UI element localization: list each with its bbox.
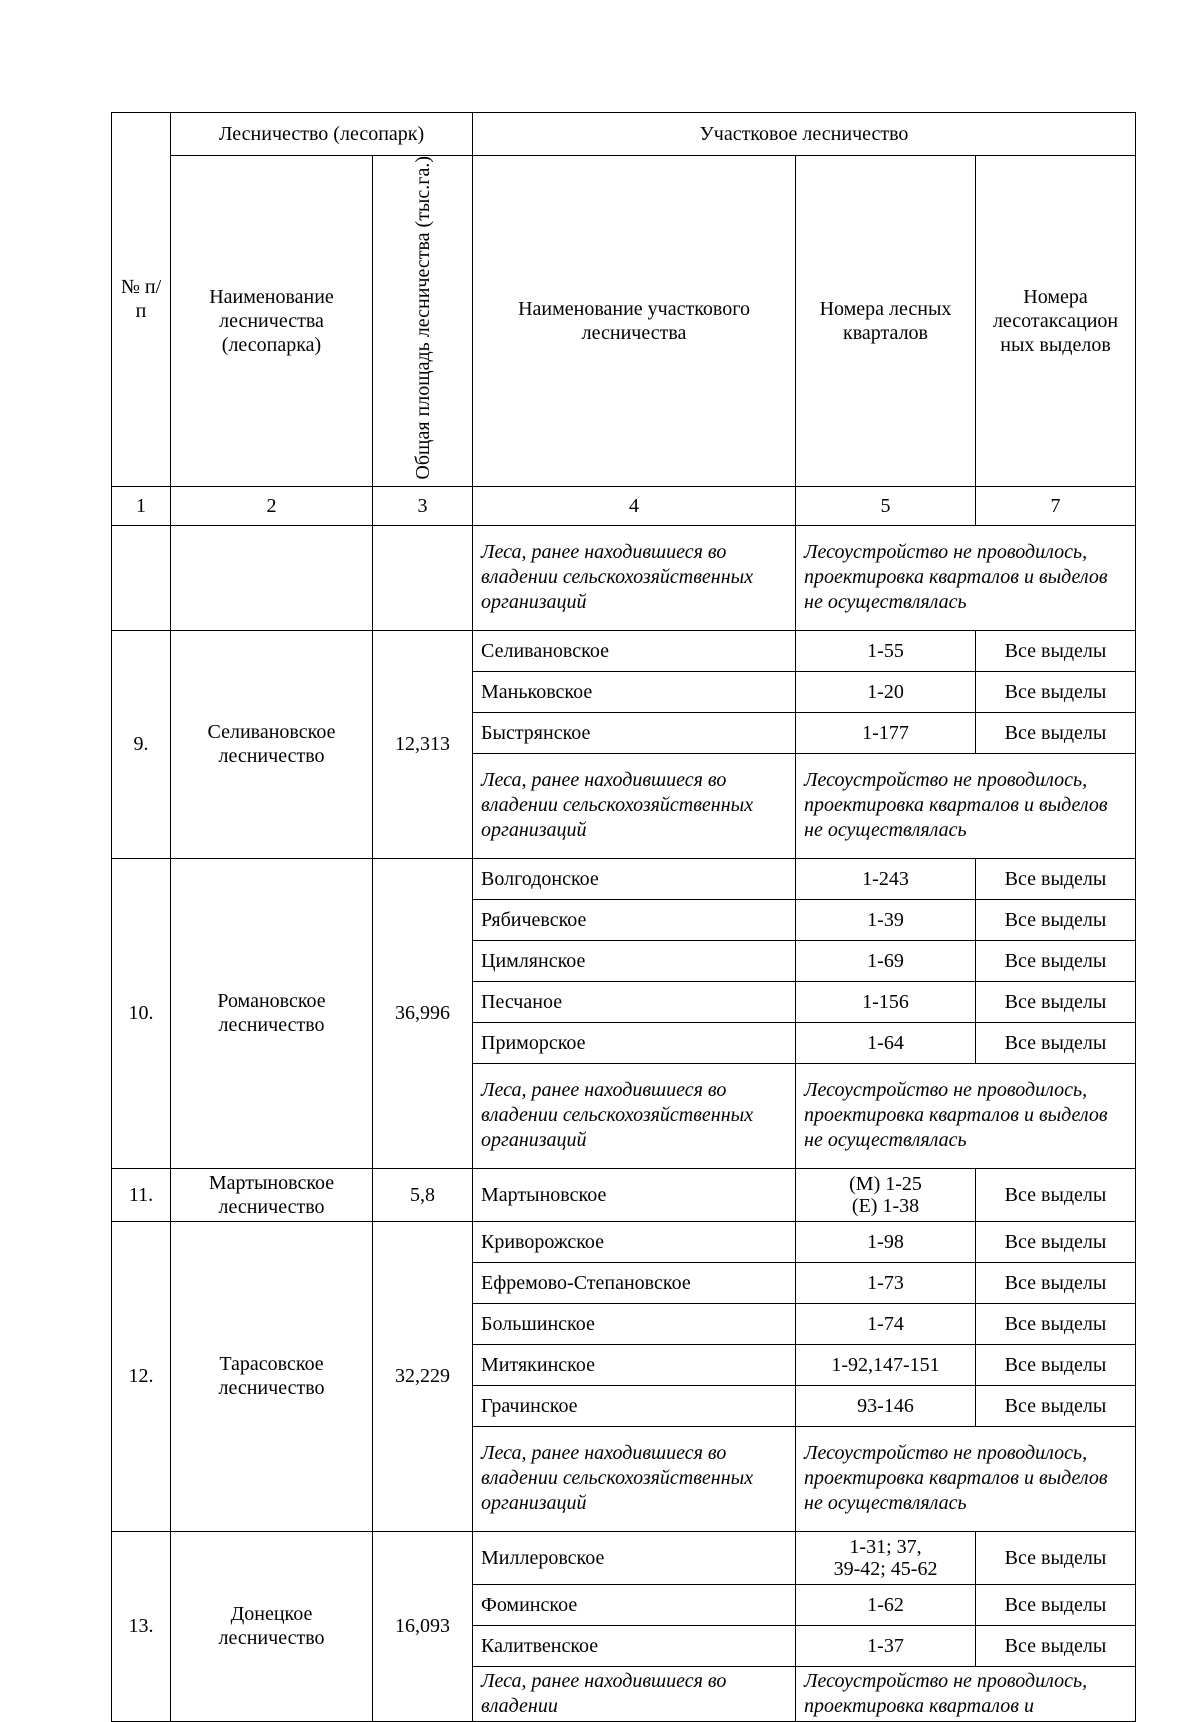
allotment-numbers: Все выделы (976, 1022, 1136, 1063)
district-row (112, 630, 1136, 671)
header-area: Общая площадь лесничества (тыс.га.) (373, 156, 473, 487)
allotment-numbers: Все выделы (976, 1303, 1136, 1344)
forestry-name: Селивановское лесничество (171, 630, 373, 858)
forestry-name: Донецкое лесничество (171, 1531, 373, 1721)
forestry-name: Тарасовское лесничество (171, 1221, 373, 1531)
quarter-numbers: 1-62 (796, 1584, 976, 1625)
forestry-area: 12,313 (373, 630, 473, 858)
col-number: 2 (171, 486, 373, 525)
allotment-numbers: Все выделы (976, 1344, 1136, 1385)
allotment-numbers: Все выделы (976, 1625, 1136, 1666)
allotment-numbers: Все выделы (976, 1385, 1136, 1426)
district-name: Калитвенское (473, 1625, 796, 1666)
no-inventory-cell: Лесоустройство не проводилось, проектировка кварталов и выделов не осуществлялась (796, 753, 1136, 858)
district-name: Митякинское (473, 1344, 796, 1385)
allotment-numbers: Все выделы (976, 671, 1136, 712)
allotment-numbers: Все выделы (976, 981, 1136, 1022)
quarter-numbers: 1-73 (796, 1262, 976, 1303)
district-name: Волгодонское (473, 858, 796, 899)
district-name: Селивановское (473, 630, 796, 671)
quarter-numbers: 1-39 (796, 899, 976, 940)
no-inventory-cell: Лесоустройство не проводилось, проектировка кварталов и выделов не осуществлялась (796, 525, 1136, 630)
col-number: 4 (473, 486, 796, 525)
district-name: Грачинское (473, 1385, 796, 1426)
allotment-numbers: Все выделы (976, 940, 1136, 981)
header-allotments: Номера лесотаксацион ных выделов (976, 156, 1136, 487)
no-inventory-cell: Лесоустройство не проводилось, проектировка кварталов и (796, 1666, 1136, 1721)
district-name: Рябичевское (473, 899, 796, 940)
forestry-area: 32,229 (373, 1221, 473, 1531)
quarter-numbers: 1-69 (796, 940, 976, 981)
group-number: 11. (112, 1168, 171, 1221)
forestry-area: 5,8 (373, 1168, 473, 1221)
quarter-numbers: 1-64 (796, 1022, 976, 1063)
quarter-numbers: 1-37 (796, 1625, 976, 1666)
group-number: 10. (112, 858, 171, 1168)
agri-forest-cell: Леса, ранее находившиеся во владении сельскохозяйственных организаций (473, 525, 796, 630)
quarter-numbers: 1-20 (796, 671, 976, 712)
forestry-area: 16,093 (373, 1531, 473, 1721)
header-num: № п/п (112, 113, 171, 487)
allotment-numbers: Все выделы (976, 1584, 1136, 1625)
district-name: Криворожское (473, 1221, 796, 1262)
district-name: Большинское (473, 1303, 796, 1344)
header-district-name: Наименование участкового лесничества (473, 156, 796, 487)
column-numbers-row (112, 486, 1136, 525)
district-row (112, 1168, 1136, 1221)
col-number: 1 (112, 486, 171, 525)
forestry-table (111, 112, 1136, 1722)
district-name: Фоминское (473, 1584, 796, 1625)
district-row (112, 1221, 1136, 1262)
allotment-numbers: Все выделы (976, 1168, 1136, 1221)
header-forestry-group: Лесничество (лесопарк) (171, 113, 473, 156)
allotment-numbers: Все выделы (976, 899, 1136, 940)
quarter-numbers: 1-55 (796, 630, 976, 671)
district-name: Маньковское (473, 671, 796, 712)
allotment-numbers: Все выделы (976, 858, 1136, 899)
header-district-group: Участковое лесничество (473, 113, 1136, 156)
quarter-numbers: 1-177 (796, 712, 976, 753)
forestry-name: Мартыновское лесничество (171, 1168, 373, 1221)
group-number: 13. (112, 1531, 171, 1721)
col-number: 5 (796, 486, 976, 525)
forestry-area: 36,996 (373, 858, 473, 1168)
quarter-numbers: 1-98 (796, 1221, 976, 1262)
quarter-numbers: 1-92,147-151 (796, 1344, 976, 1385)
quarter-numbers: (М) 1-25 (Е) 1-38 (796, 1168, 976, 1221)
district-name: Приморское (473, 1022, 796, 1063)
quarter-numbers: 1-243 (796, 858, 976, 899)
group-number: 9. (112, 630, 171, 858)
quarter-numbers: 1-74 (796, 1303, 976, 1344)
allotment-numbers: Все выделы (976, 1262, 1136, 1303)
district-name: Цимлянское (473, 940, 796, 981)
district-name: Мартыновское (473, 1168, 796, 1221)
quarter-numbers: 1-156 (796, 981, 976, 1022)
no-inventory-cell: Лесоустройство не проводилось, проектировка кварталов и выделов не осуществлялась (796, 1426, 1136, 1531)
district-name: Песчаное (473, 981, 796, 1022)
district-name: Быстрянское (473, 712, 796, 753)
agri-forest-cell: Леса, ранее находившиеся во владении сельскохозяйственных организаций (473, 1063, 796, 1168)
continuation-row (112, 525, 1136, 630)
district-row (112, 858, 1136, 899)
header-forestry-name: Наименование лесничества (лесопарка) (171, 156, 373, 487)
col-number: 7 (976, 486, 1136, 525)
district-name: Ефремово-Степановское (473, 1262, 796, 1303)
col-number: 3 (373, 486, 473, 525)
forestry-name: Романовское лесничество (171, 858, 373, 1168)
allotment-numbers: Все выделы (976, 630, 1136, 671)
district-name: Миллеровское (473, 1531, 796, 1584)
district-row (112, 1531, 1136, 1584)
agri-forest-cell: Леса, ранее находившиеся во владении сельскохозяйственных организаций (473, 753, 796, 858)
group-number: 12. (112, 1221, 171, 1531)
quarter-numbers: 93-146 (796, 1385, 976, 1426)
allotment-numbers: Все выделы (976, 712, 1136, 753)
allotment-numbers: Все выделы (976, 1221, 1136, 1262)
header-quarters: Номера лесных кварталов (796, 156, 976, 487)
allotment-numbers: Все выделы (976, 1531, 1136, 1584)
agri-forest-cell: Леса, ранее находившиеся во владении (473, 1666, 796, 1721)
agri-forest-cell: Леса, ранее находившиеся во владении сельскохозяйственных организаций (473, 1426, 796, 1531)
no-inventory-cell: Лесоустройство не проводилось, проектировка кварталов и выделов не осуществлялась (796, 1063, 1136, 1168)
quarter-numbers: 1-31; 37, 39-42; 45-62 (796, 1531, 976, 1584)
